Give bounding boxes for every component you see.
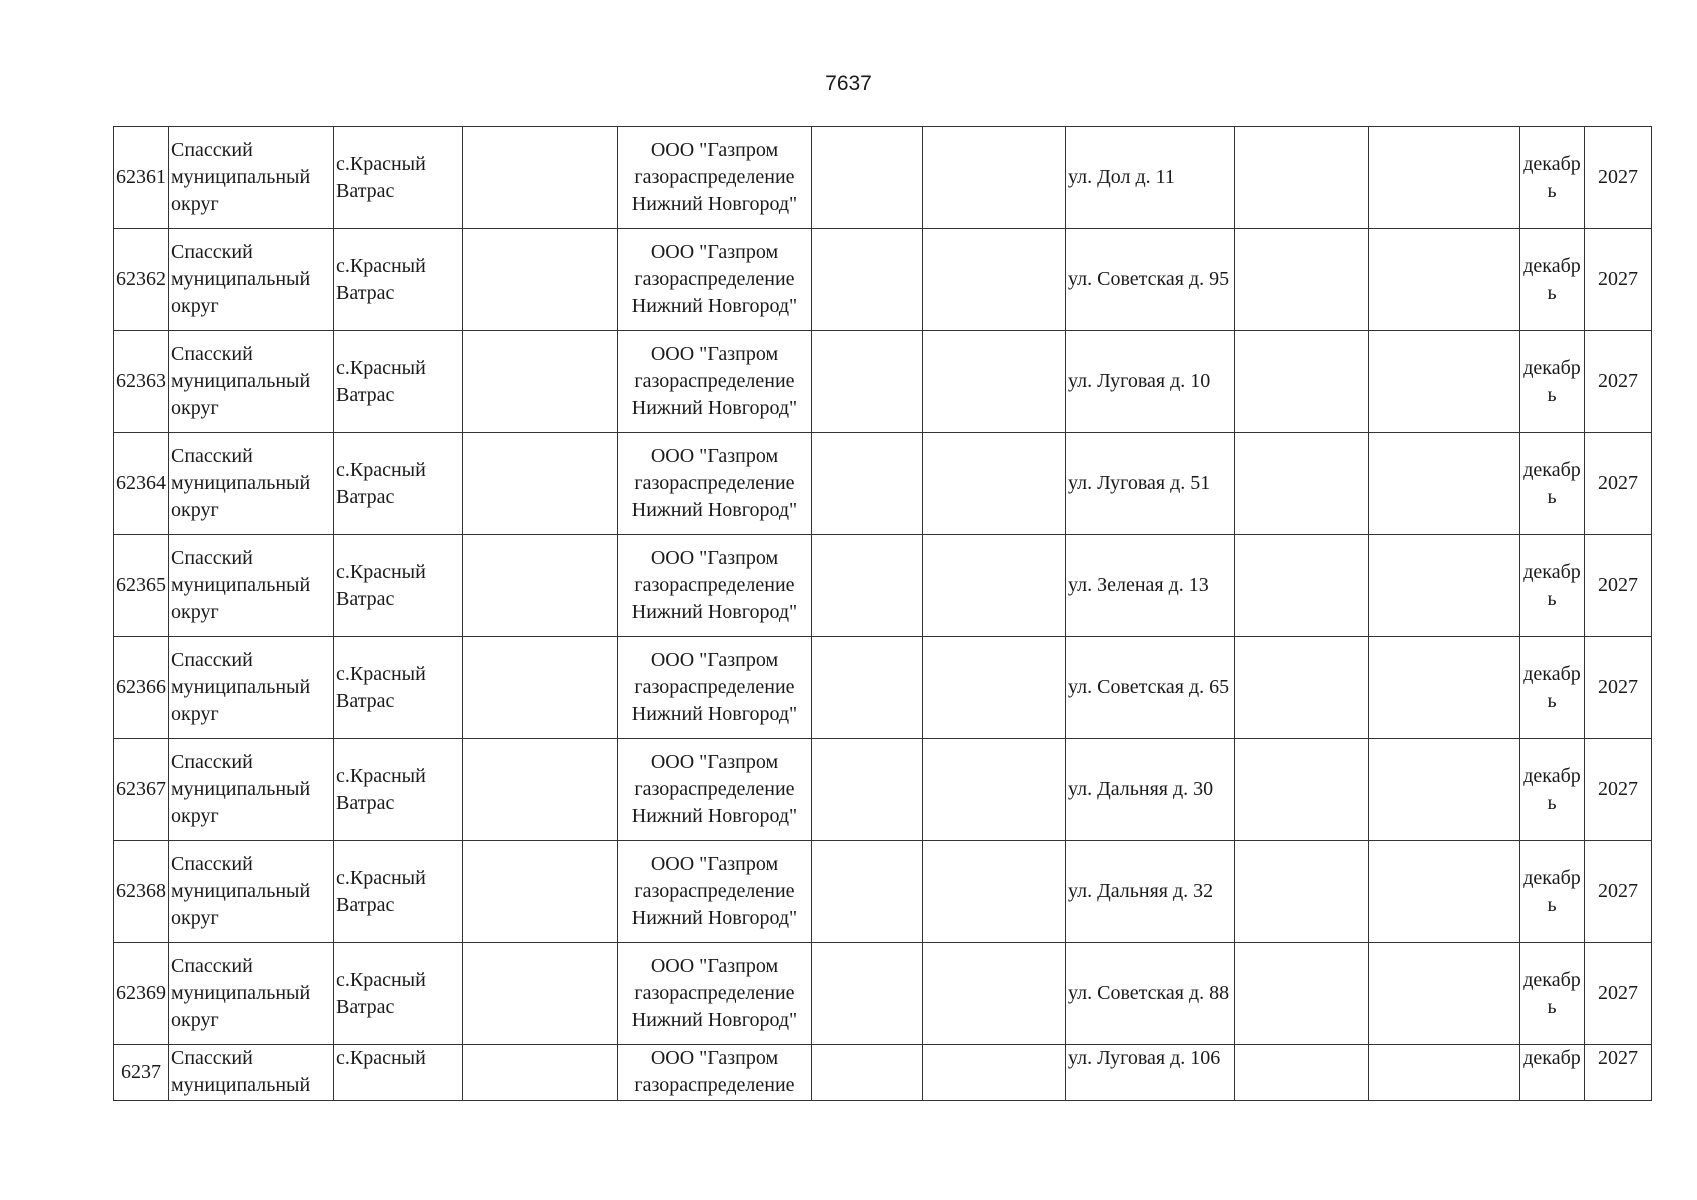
empty-cell — [1369, 127, 1520, 229]
locality-cell: с.Красный Ватрас — [334, 127, 463, 229]
empty-cell — [1369, 229, 1520, 331]
address-cell: ул. Дол д. 11 — [1066, 127, 1235, 229]
empty-cell — [812, 535, 923, 637]
month-cell: декабрь — [1520, 637, 1585, 739]
locality-cell: с.Красный Ватрас — [334, 229, 463, 331]
district-cell: Спасский муниципальный округ — [169, 739, 334, 841]
table-row — [114, 739, 1652, 841]
empty-cell — [1369, 943, 1520, 1045]
empty-cell — [463, 739, 618, 841]
organization-cell: ООО "Газпром газораспределение — [618, 1045, 812, 1101]
month-cell: декабрь — [1520, 841, 1585, 943]
month-cell: декабрь — [1520, 127, 1585, 229]
empty-cell — [1235, 535, 1369, 637]
organization-cell: ООО "Газпром газораспределение Нижний Новгород" — [618, 739, 812, 841]
empty-cell — [463, 841, 618, 943]
empty-cell — [812, 127, 923, 229]
address-cell: ул. Советская д. 65 — [1066, 637, 1235, 739]
empty-cell — [1235, 331, 1369, 433]
address-cell: ул. Луговая д. 51 — [1066, 433, 1235, 535]
empty-cell — [463, 127, 618, 229]
gas-objects-table — [113, 126, 1652, 1101]
table-row — [114, 229, 1652, 331]
empty-cell — [923, 943, 1066, 1045]
month-cell: декабрь — [1520, 331, 1585, 433]
table-row — [114, 637, 1652, 739]
organization-cell: ООО "Газпром газораспределение Нижний Новгород" — [618, 331, 812, 433]
year-cell: 2027 — [1585, 637, 1652, 739]
locality-cell: с.Красный Ватрас — [334, 331, 463, 433]
table-row — [114, 331, 1652, 433]
organization-cell: ООО "Газпром газораспределение Нижний Новгород" — [618, 433, 812, 535]
table-row — [114, 535, 1652, 637]
empty-cell — [1235, 943, 1369, 1045]
year-cell: 2027 — [1585, 535, 1652, 637]
row-number-cell: 62361 — [114, 127, 169, 229]
organization-cell: ООО "Газпром газораспределение Нижний Новгород" — [618, 535, 812, 637]
month-cell: декабрь — [1520, 229, 1585, 331]
district-cell: Спасский муниципальный округ — [169, 535, 334, 637]
address-cell: ул. Луговая д. 10 — [1066, 331, 1235, 433]
organization-cell: ООО "Газпром газораспределение Нижний Новгород" — [618, 637, 812, 739]
table-row — [114, 433, 1652, 535]
organization-cell: ООО "Газпром газораспределение Нижний Новгород" — [618, 127, 812, 229]
year-cell: 2027 — [1585, 1045, 1652, 1101]
district-cell: Спасский муниципальный округ — [169, 331, 334, 433]
month-cell: декабрь — [1520, 739, 1585, 841]
empty-cell — [1369, 841, 1520, 943]
month-cell: декабр — [1520, 1045, 1585, 1101]
locality-cell: с.Красный Ватрас — [334, 739, 463, 841]
empty-cell — [463, 637, 618, 739]
empty-cell — [1235, 739, 1369, 841]
year-cell: 2027 — [1585, 943, 1652, 1045]
row-number-cell: 6237 — [114, 1045, 169, 1101]
row-number-cell: 62369 — [114, 943, 169, 1045]
empty-cell — [463, 943, 618, 1045]
empty-cell — [812, 739, 923, 841]
district-cell: Спасский муниципальный округ — [169, 433, 334, 535]
empty-cell — [1369, 1045, 1520, 1101]
organization-cell: ООО "Газпром газораспределение Нижний Новгород" — [618, 229, 812, 331]
empty-cell — [463, 229, 618, 331]
district-cell: Спасский муниципальный округ — [169, 637, 334, 739]
empty-cell — [812, 841, 923, 943]
table-row — [114, 841, 1652, 943]
empty-cell — [1235, 229, 1369, 331]
organization-cell: ООО "Газпром газораспределение Нижний Новгород" — [618, 841, 812, 943]
year-cell: 2027 — [1585, 127, 1652, 229]
empty-cell — [812, 229, 923, 331]
empty-cell — [923, 1045, 1066, 1101]
year-cell: 2027 — [1585, 331, 1652, 433]
table-row — [114, 943, 1652, 1045]
page-number: 7637 — [825, 72, 872, 95]
empty-cell — [923, 229, 1066, 331]
organization-cell: ООО "Газпром газораспределение Нижний Новгород" — [618, 943, 812, 1045]
locality-cell: с.Красный Ватрас — [334, 433, 463, 535]
row-number-cell: 62364 — [114, 433, 169, 535]
row-number-cell: 62368 — [114, 841, 169, 943]
empty-cell — [1369, 331, 1520, 433]
empty-cell — [1369, 433, 1520, 535]
table-body — [114, 127, 1652, 1101]
empty-cell — [1369, 637, 1520, 739]
address-cell: ул. Советская д. 88 — [1066, 943, 1235, 1045]
locality-cell: с.Красный — [334, 1045, 463, 1101]
year-cell: 2027 — [1585, 433, 1652, 535]
empty-cell — [812, 637, 923, 739]
address-cell: ул. Советская д. 95 — [1066, 229, 1235, 331]
address-cell: ул. Дальняя д. 32 — [1066, 841, 1235, 943]
empty-cell — [923, 127, 1066, 229]
row-number-cell: 62363 — [114, 331, 169, 433]
empty-cell — [1235, 1045, 1369, 1101]
empty-cell — [923, 841, 1066, 943]
table-row — [114, 127, 1652, 229]
empty-cell — [1235, 433, 1369, 535]
month-cell: декабрь — [1520, 433, 1585, 535]
empty-cell — [923, 739, 1066, 841]
locality-cell: с.Красный Ватрас — [334, 637, 463, 739]
empty-cell — [923, 637, 1066, 739]
empty-cell — [923, 535, 1066, 637]
address-cell: ул. Дальняя д. 30 — [1066, 739, 1235, 841]
empty-cell — [923, 331, 1066, 433]
empty-cell — [812, 331, 923, 433]
month-cell: декабрь — [1520, 535, 1585, 637]
month-cell: декабрь — [1520, 943, 1585, 1045]
district-cell: Спасский муниципальный округ — [169, 127, 334, 229]
row-number-cell: 62367 — [114, 739, 169, 841]
district-cell: Спасский муниципальный округ — [169, 943, 334, 1045]
empty-cell — [812, 1045, 923, 1101]
empty-cell — [1235, 637, 1369, 739]
empty-cell — [463, 331, 618, 433]
year-cell: 2027 — [1585, 841, 1652, 943]
year-cell: 2027 — [1585, 739, 1652, 841]
row-number-cell: 62366 — [114, 637, 169, 739]
district-cell: Спасский муниципальный — [169, 1045, 334, 1101]
empty-cell — [463, 1045, 618, 1101]
empty-cell — [463, 535, 618, 637]
table-row — [114, 1045, 1652, 1101]
empty-cell — [1235, 127, 1369, 229]
empty-cell — [1369, 739, 1520, 841]
locality-cell: с.Красный Ватрас — [334, 841, 463, 943]
address-cell: ул. Зеленая д. 13 — [1066, 535, 1235, 637]
empty-cell — [463, 433, 618, 535]
row-number-cell: 62365 — [114, 535, 169, 637]
locality-cell: с.Красный Ватрас — [334, 943, 463, 1045]
district-cell: Спасский муниципальный округ — [169, 229, 334, 331]
empty-cell — [812, 433, 923, 535]
empty-cell — [1369, 535, 1520, 637]
row-number-cell: 62362 — [114, 229, 169, 331]
empty-cell — [923, 433, 1066, 535]
year-cell: 2027 — [1585, 229, 1652, 331]
district-cell: Спасский муниципальный округ — [169, 841, 334, 943]
empty-cell — [1235, 841, 1369, 943]
locality-cell: с.Красный Ватрас — [334, 535, 463, 637]
empty-cell — [812, 943, 923, 1045]
address-cell: ул. Луговая д. 106 — [1066, 1045, 1235, 1101]
